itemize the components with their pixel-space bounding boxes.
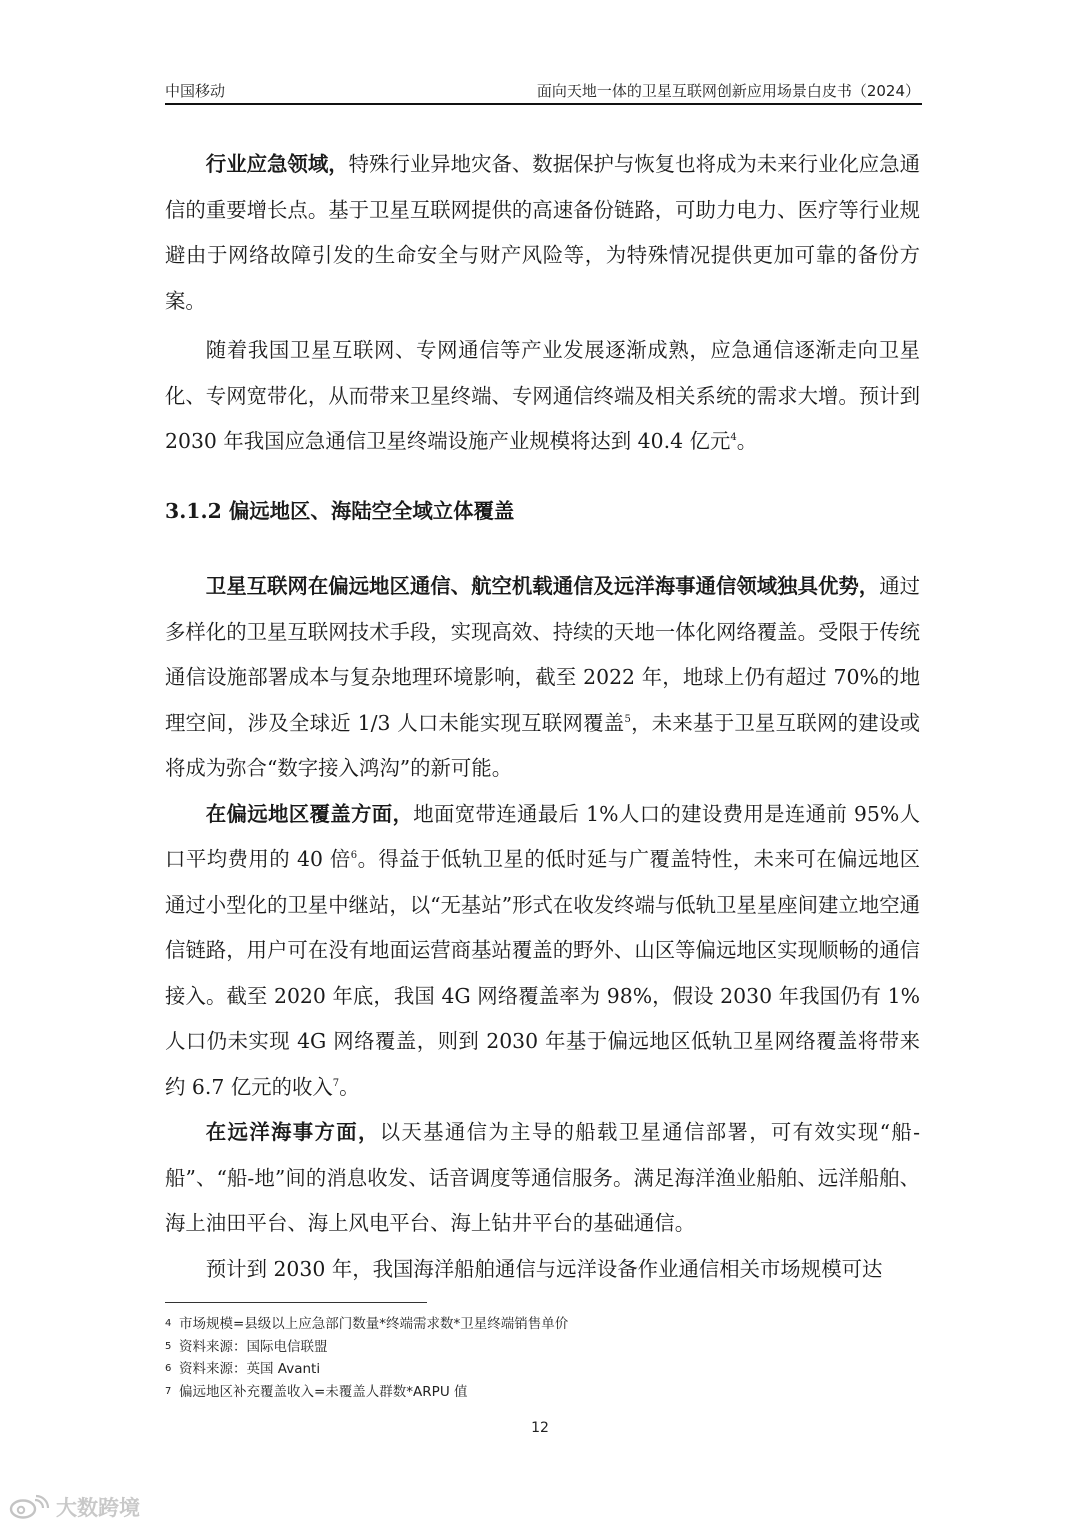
paragraph-lead: 在偏远地区覆盖方面， (205, 801, 414, 826)
header-doc-title: 面向天地一体的卫星互联网创新应用场景白皮书（2024） (536, 82, 920, 100)
footnote-ref[interactable]: 7 (332, 1077, 340, 1089)
footnote-item (165, 1336, 568, 1359)
footnote-number: 7 (165, 1385, 172, 1397)
footnote-divider (165, 1302, 427, 1303)
paragraph-emergency-forecast (165, 328, 920, 465)
footnote-ref[interactable]: 6 (350, 850, 358, 862)
paragraph-text: 。 (339, 1074, 360, 1099)
body-text (165, 142, 920, 1292)
footnote-ref[interactable]: 4 (730, 432, 737, 444)
paragraph-lead: 行业应急领域， (205, 152, 349, 176)
paragraph-maritime-forecast (165, 1247, 920, 1293)
footnote-ref[interactable]: 5 (624, 713, 631, 725)
paragraph-text: 通过多样化的卫星互联网技术手段，实现高效、持续的天地一体化网络覆盖。受限于传统通信设施部署成本与复杂地理环境影响，截至 2022 年，地球上仍有超过 70%的地理空间，涉及全球近 1/3 人口未能实现互联网覆盖 (165, 574, 920, 735)
footnote-text: 资料来源：国际电信联盟 (179, 1338, 328, 1355)
paragraph-text: 。 (736, 429, 758, 453)
paragraph-text: 。得益于低轨卫星的低时延与广覆盖特性，未来可在偏远地区通过小型化的卫星中继站，以“无基站”形式在收发终端与低轨卫星星座间建立地空通信链路，用户可在没有地面运营商基站覆盖的野外、山区等偏远地区实现顺畅的通信接入。截至 2020 年底，我国 4G 网络覆盖率为 98%，假设 2030 年我国仍有 1%人口仍未实现 4G 网络覆盖，则到 2030 年基于偏远地区低轨卫星网络覆盖将带来约 6.7 亿元的收入 (165, 847, 920, 1099)
footnote-text: 市场规模=县级以上应急部门数量*终端需求数*卫星终端销售单价 (179, 1316, 569, 1332)
watermark-text: 大数跨境 (56, 1496, 140, 1520)
paragraph-text: 地面宽带连通最后 1%人口的建设费用是连通前 95%人口平均费用的 40 倍 (165, 801, 920, 871)
footnote-number: 6 (165, 1363, 172, 1374)
footnote-number: 4 (165, 1318, 172, 1329)
footnote-text: 资料来源：英国 Avanti (179, 1361, 321, 1377)
footnotes (165, 1313, 568, 1403)
header-divider (165, 103, 922, 105)
section-heading: 3.1.2 偏远地区、海陆空全域立体覆盖 (165, 498, 515, 523)
footnote-item (165, 1381, 568, 1404)
paragraph-text: 预计到 2030 年，我国海洋船舶通信与远洋设备作业通信相关市场规模可达 (205, 1256, 883, 1281)
footnote-item (165, 1358, 568, 1381)
footnote-text: 偏远地区补充覆盖收入=未覆盖人群数*ARPU 值 (179, 1383, 468, 1400)
paragraph-remote-areas (165, 792, 920, 1111)
footnote-number: 5 (165, 1340, 172, 1352)
paragraph-coverage-advantage (165, 564, 920, 792)
weibo-logo-icon (8, 1494, 52, 1520)
watermark (8, 1492, 140, 1522)
page-number: 12 (531, 1420, 549, 1436)
paragraph-lead: 卫星互联网在偏远地区通信、航空机载通信及远洋海事通信领域独具优势， (205, 574, 880, 598)
paragraph-text: 以天基通信为主导的船载卫星通信部署，可有效实现“船-船”、“船-地”间的消息收发、话音调度等通信服务。满足海洋渔业船舶、远洋船舶、海上油田平台、海上风电平台、海上钻井平台的基础通信。 (165, 1120, 921, 1235)
header-org: 中国移动 (165, 82, 226, 100)
paragraph-lead: 在远洋海事方面， (205, 1120, 380, 1144)
footnote-item (165, 1313, 568, 1336)
paragraph-text: 随着我国卫星互联网、专网通信等产业发展逐渐成熟，应急通信逐渐走向卫星化、专网宽带化，从而带来卫星终端、专网通信终端及相关系统的需求大增。预计到 2030 年我国应急通信卫星终端设施产业规模将达到 40.4 亿元 (165, 338, 920, 453)
paragraph-text: 特殊行业异地灾备、数据保护与恢复也将成为未来行业化应急通信的重要增长点。基于卫星互联网提供的高速备份链路，可助力电力、医疗等行业规避由于网络故障引发的生命安全与财产风险等，为特殊情况提供更加可靠的备份方案。 (165, 152, 920, 313)
paragraph-maritime (165, 1110, 920, 1247)
paragraph-text: ，未来基于卫星互联网的建设或将成为弥合“数字接入鸿沟”的新可能。 (165, 710, 920, 780)
paragraph-industry-emergency (165, 142, 920, 324)
